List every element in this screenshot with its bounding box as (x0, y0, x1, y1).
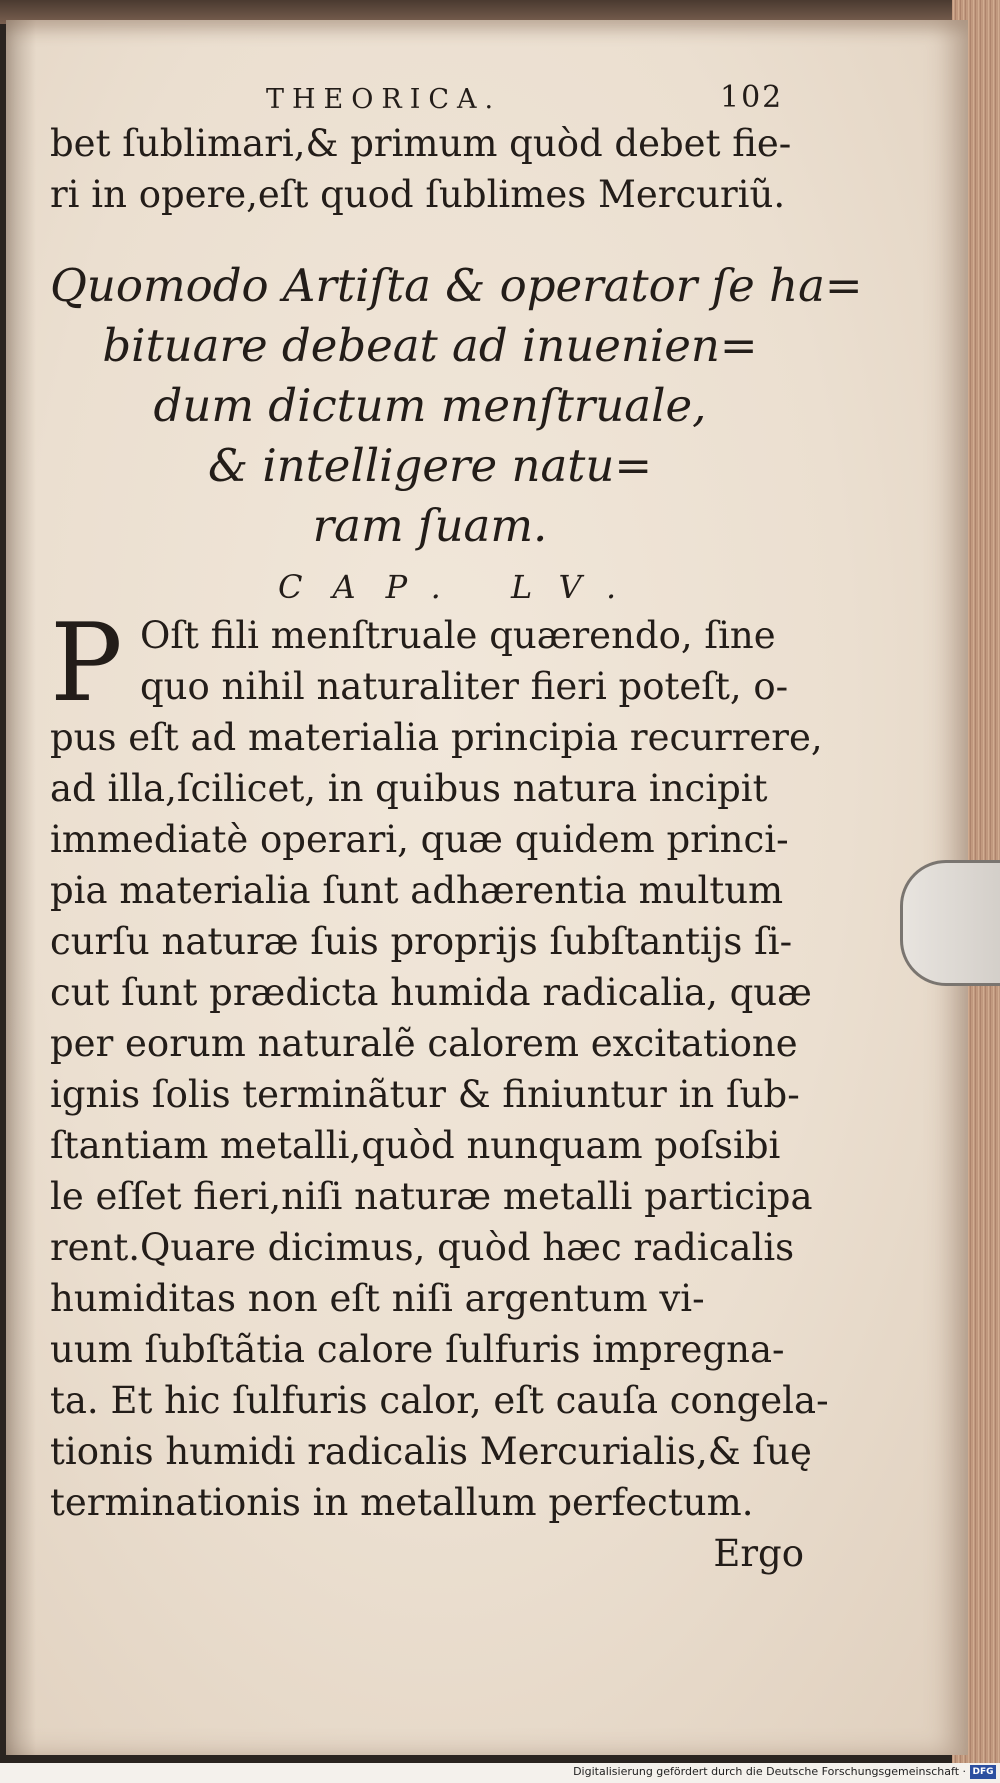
page-number: 102 (720, 80, 784, 115)
page-text-block (50, 70, 863, 1579)
text-line: uum ſubſtãtia calore ſulfuris impregna- (50, 1328, 785, 1371)
gutter-shadow (6, 20, 36, 1755)
chapter-number: CAP. LV. (278, 568, 647, 606)
chapter-heading (50, 256, 863, 556)
text-line: Oſt fili menſtruale quærendo, ſine (140, 614, 776, 657)
heading-line: bituare debeat ad inuenien= (102, 319, 758, 372)
drop-capital: P (50, 601, 123, 726)
text-line: tionis humidi radicalis Mercurialis,& ſuę (50, 1430, 812, 1473)
text-line: humiditas non eſt niſi argentum vi- (50, 1277, 705, 1320)
book-page (6, 20, 968, 1755)
funding-credit: Digitalisierung gefördert durch die Deutsche Forschungsgemeinschaft · (573, 1765, 966, 1778)
text-line: ſtantiam metalli,quòd nunquam poſsibi (50, 1124, 781, 1167)
text-line: ri in opere,eſt quod ſublimes Mercuriũ. (50, 173, 786, 216)
digitization-footer (0, 1763, 1000, 1783)
dfg-logo: DFG (970, 1765, 996, 1779)
text-line: ignis ſolis terminãtur & finiuntur in ſub- (50, 1073, 800, 1116)
text-line: ad illa,ſcilicet, in quibus natura incipit (50, 767, 768, 810)
text-line: pia materialia ſunt adhærentia multum (50, 869, 784, 912)
text-line: cut ſunt prædicta humida radicalia, quæ (50, 971, 812, 1014)
text-line: terminationis in metallum perfectum. (50, 1481, 754, 1524)
catchword: Ergo (713, 1532, 804, 1575)
chapter-paragraph (50, 601, 829, 1579)
heading-line: ram ſuam. (312, 499, 548, 552)
opening-lines (50, 118, 810, 220)
heading-line: & intelligere natu= (207, 439, 653, 492)
running-title: THEORICA. (266, 84, 502, 115)
page-tab-marker (900, 860, 1000, 986)
text-line: per eorum naturalẽ calorem excitatione (50, 1022, 798, 1065)
text-line: pus eſt ad materialia principia recurrere, (50, 716, 823, 759)
text-line: bet ſublimari,& primum quòd debet fie- (50, 122, 792, 165)
text-line: rent.Quare dicimus, quòd hæc radicalis (50, 1226, 795, 1269)
heading-line: dum dictum menſtruale, (153, 379, 707, 432)
heading-line: Quomodo Artiſta & operator ſe ha= (50, 259, 863, 312)
text-line: immediatè operari, quæ quidem princi- (50, 818, 789, 861)
running-head (50, 70, 810, 118)
text-line: ta. Et hic ſulfuris calor, eſt cauſa congela- (50, 1379, 829, 1422)
text-line: le eſſet fieri,niſi naturæ metalli participa (50, 1175, 813, 1218)
text-line: curſu naturæ ſuis proprijs ſubſtantijs ſi- (50, 920, 793, 963)
text-line: quo nihil naturaliter fieri poteſt, o- (140, 665, 789, 708)
